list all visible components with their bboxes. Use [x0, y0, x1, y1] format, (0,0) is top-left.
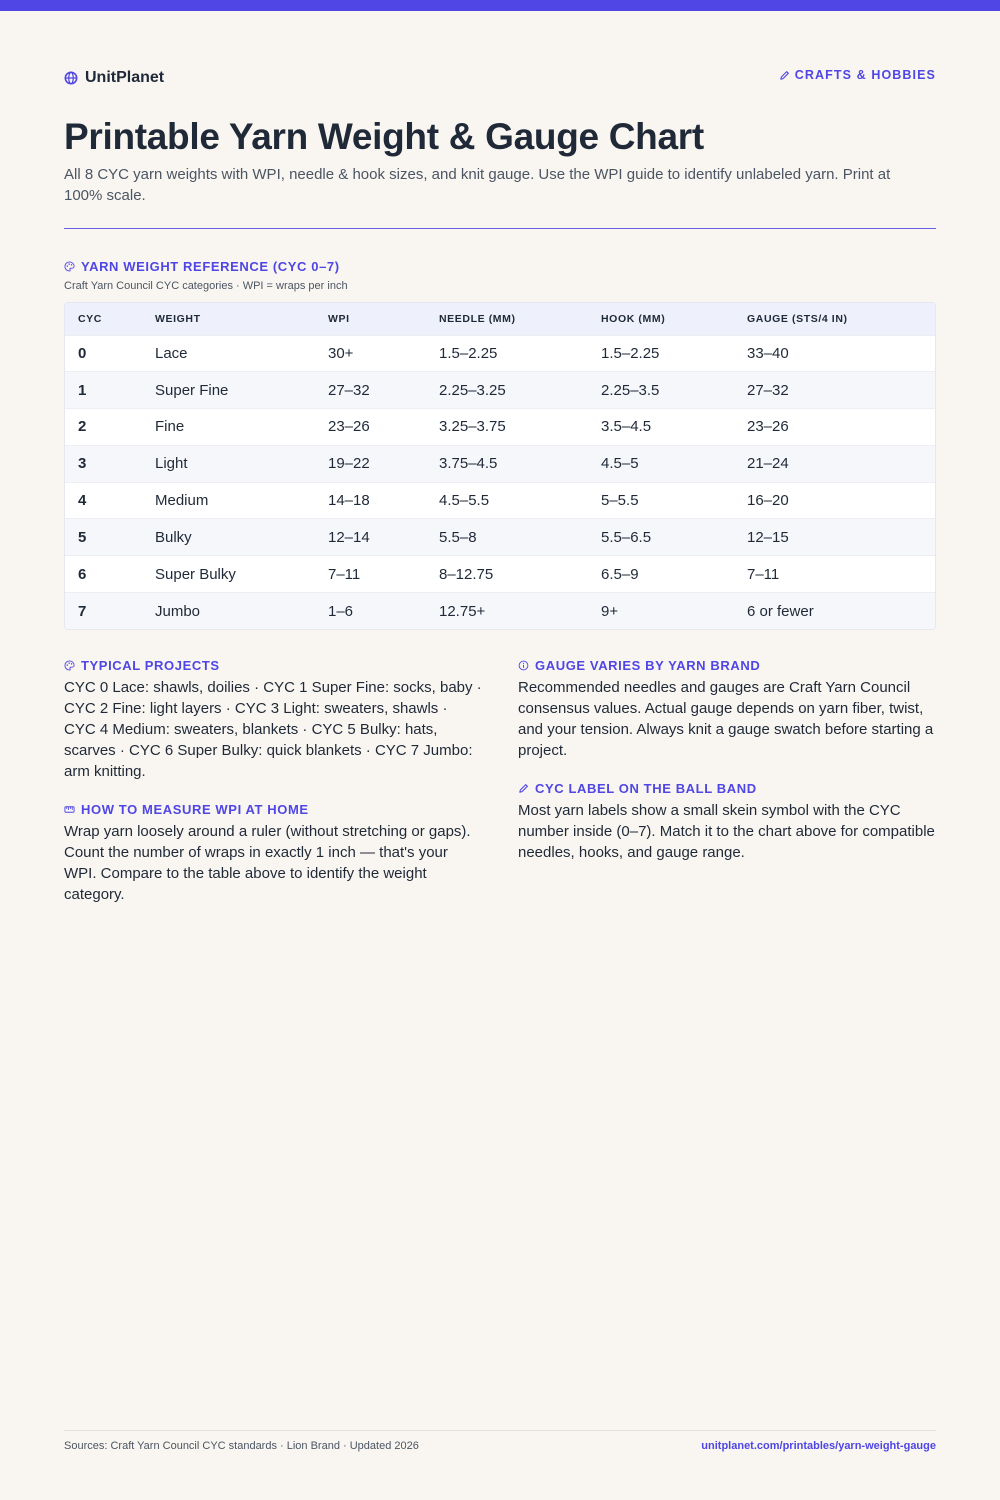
table-cell: 7–11: [734, 556, 935, 593]
table-cell: 6.5–9: [588, 556, 734, 593]
table-row: [65, 482, 935, 519]
table-cell: 19–22: [315, 445, 426, 482]
table-cell: 9+: [588, 593, 734, 630]
table-cell: 4: [65, 482, 142, 519]
gauge-varies-text: Recommended needles and gauges are Craft Yarn Council consensus values. Actual gauge depends on yarn fiber, twist, and your tension. Always knit a gauge swatch before starting a project.: [518, 679, 934, 759]
left-notes-column: [64, 658, 482, 925]
table-cell: 5–5.5: [588, 482, 734, 519]
table-row: [65, 409, 935, 446]
table-cell: 5.5–6.5: [588, 519, 734, 556]
table-cell: 6 or fewer: [734, 593, 935, 630]
measure-wpi-text: Wrap yarn loosely around a ruler (without stretching or gaps). Count the number of wraps in exactly 1 inch — that's your WPI. Compare to the table above to identify the weight category.: [64, 823, 471, 903]
table-cell: 3.5–4.5: [588, 409, 734, 446]
cyc-label-text: Most yarn labels show a small skein symbol with the CYC number inside (0–7). Match it to the chart above for compatible needles, hooks, and gauge range.: [518, 802, 935, 861]
reference-heading: YARN WEIGHT REFERENCE (CYC 0–7): [64, 259, 340, 274]
table-cell: 5: [65, 519, 142, 556]
table-cell: 2.25–3.5: [588, 372, 734, 409]
table-cell: 4.5–5.5: [426, 482, 588, 519]
measure-wpi-block: [64, 802, 482, 905]
column-header: CYC: [78, 312, 102, 325]
table-cell: Lace: [142, 335, 315, 372]
table-cell: Super Fine: [142, 372, 315, 409]
palette-icon: [64, 261, 75, 272]
column-header: NEEDLE (MM): [439, 312, 516, 325]
column-header: WPI: [328, 312, 350, 325]
table-row: [65, 556, 935, 593]
header-divider: [64, 228, 936, 229]
column-header: GAUGE (STS/4 IN): [747, 312, 848, 325]
table-cell: 23–26: [734, 409, 935, 446]
reference-caption: Craft Yarn Council CYC categories · WPI = wraps per inch: [64, 280, 348, 292]
footer-url-link[interactable]: unitplanet.com/printables/yarn-weight-gauge: [701, 1440, 936, 1452]
gauge-varies-block: [518, 658, 936, 761]
cyc-label-heading: CYC LABEL ON THE BALL BAND: [518, 781, 936, 796]
table-cell: 2.25–3.25: [426, 372, 588, 409]
cyc-label-block: [518, 781, 936, 863]
table-cell: 27–32: [734, 372, 935, 409]
table-cell: 12.75+: [426, 593, 588, 630]
table-cell: Jumbo: [142, 593, 315, 630]
table-cell: 21–24: [734, 445, 935, 482]
gauge-varies-heading: GAUGE VARIES BY YARN BRAND: [518, 658, 936, 673]
table-cell: 7: [65, 593, 142, 630]
table-cell: Super Bulky: [142, 556, 315, 593]
table-cell: 3.25–3.75: [426, 409, 588, 446]
column-header: HOOK (MM): [601, 312, 666, 325]
ruler-icon: [64, 804, 75, 815]
footer-sources: Sources: Craft Yarn Council CYC standards · Lion Brand · Updated 2026: [64, 1440, 419, 1452]
table-cell: Medium: [142, 482, 315, 519]
footer-divider: [64, 1430, 936, 1431]
table-cell: 6: [65, 556, 142, 593]
page-subtitle: All 8 CYC yarn weights with WPI, needle & hook sizes, and knit gauge. Use the WPI guide to identify unlabeled yarn. Print at 100% scale.: [64, 166, 891, 204]
pencil-icon: [518, 783, 529, 794]
table-cell: 1.5–2.25: [426, 335, 588, 372]
table-cell: 12–14: [315, 519, 426, 556]
table-row: [65, 593, 935, 630]
table-row: [65, 372, 935, 409]
table-cell: 27–32: [315, 372, 426, 409]
table-cell: 7–11: [315, 556, 426, 593]
column-header: WEIGHT: [155, 312, 201, 325]
table-cell: 2: [65, 409, 142, 446]
page: [64, 0, 936, 1500]
table-cell: 1–6: [315, 593, 426, 630]
category-link[interactable]: [779, 68, 936, 82]
globe-icon: [64, 71, 78, 85]
table-cell: 3.75–4.5: [426, 445, 588, 482]
typical-projects-text: CYC 0 Lace: shawls, doilies · CYC 1 Super Fine: socks, baby · CYC 2 Fine: light layers · CYC 3 Light: sweaters, shawls · CYC 4 Medium: sweaters, blankets · CYC 5 Bulky: hats, scarves · CYC 6 Super Bulky: quick blankets · CYC 7 Jumbo: arm knitting.: [64, 679, 482, 780]
page-title: Printable Yarn Weight & Gauge Chart: [64, 116, 704, 157]
table-cell: 3: [65, 445, 142, 482]
right-notes-column: [518, 658, 936, 883]
brand[interactable]: [64, 69, 164, 87]
table-row: [65, 335, 935, 372]
table-cell: 30+: [315, 335, 426, 372]
table-cell: Fine: [142, 409, 315, 446]
pencil-icon: [779, 70, 790, 81]
table-cell: 8–12.75: [426, 556, 588, 593]
table-cell: 1: [65, 372, 142, 409]
info-icon: [518, 660, 529, 671]
typical-projects-heading: TYPICAL PROJECTS: [64, 658, 482, 673]
table-row: [65, 445, 935, 482]
table-cell: 16–20: [734, 482, 935, 519]
table-cell: Bulky: [142, 519, 315, 556]
table-cell: Light: [142, 445, 315, 482]
table-cell: 5.5–8: [426, 519, 588, 556]
table-cell: 14–18: [315, 482, 426, 519]
table-row: [65, 519, 935, 556]
category-label: CRAFTS & HOBBIES: [794, 68, 936, 82]
table-cell: 23–26: [315, 409, 426, 446]
typical-projects-block: [64, 658, 482, 782]
measure-wpi-heading: HOW TO MEASURE WPI AT HOME: [64, 802, 482, 817]
table-cell: 4.5–5: [588, 445, 734, 482]
table-cell: 0: [65, 335, 142, 372]
palette-icon: [64, 660, 75, 671]
yarn-weight-table: [64, 302, 936, 630]
table-header-row: [65, 303, 935, 335]
table-cell: 33–40: [734, 335, 935, 372]
brand-name: UnitPlanet: [85, 69, 165, 86]
table-cell: 1.5–2.25: [588, 335, 734, 372]
table-cell: 12–15: [734, 519, 935, 556]
